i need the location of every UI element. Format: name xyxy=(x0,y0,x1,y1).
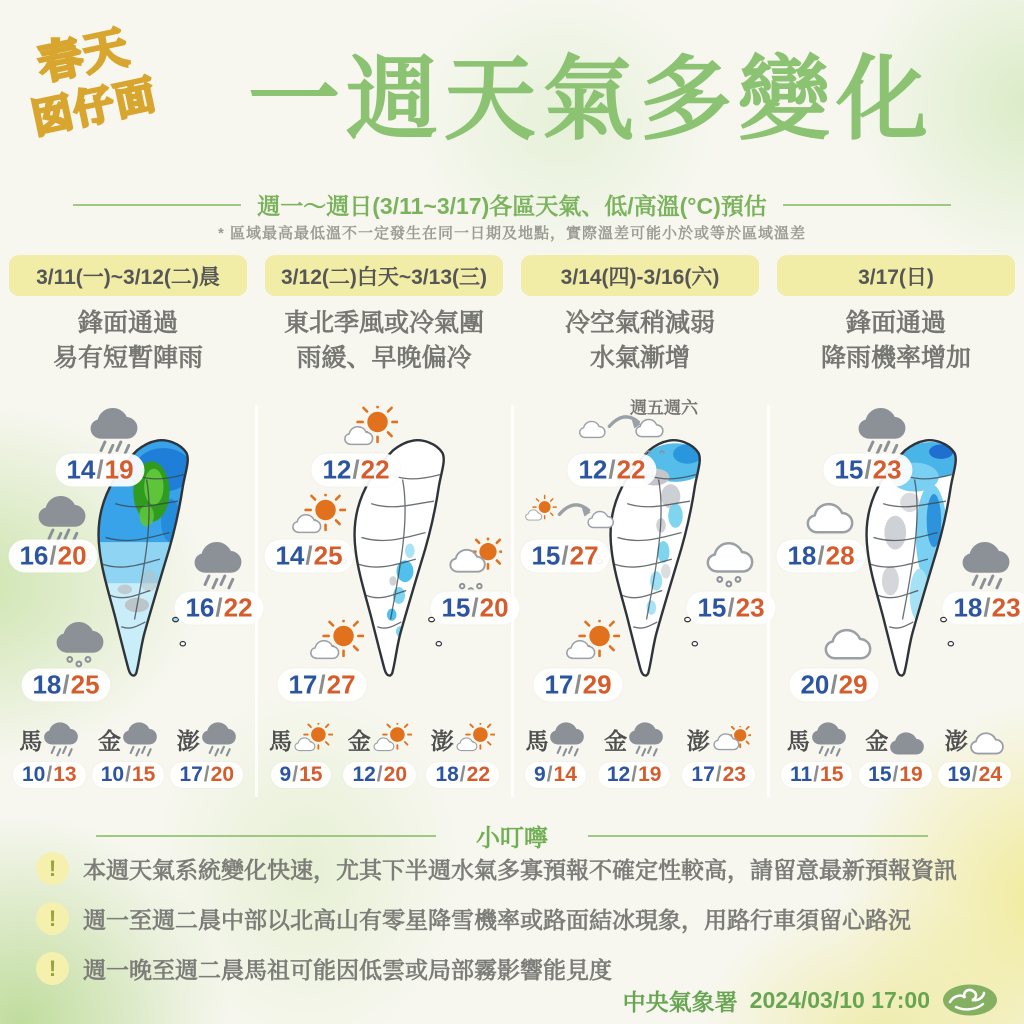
island-forecast xyxy=(682,718,755,806)
island-forecast xyxy=(598,718,671,806)
temp-high: 19 xyxy=(899,763,923,786)
cloud-sun-drizzle-icon xyxy=(446,538,502,595)
temp-high: 19 xyxy=(638,763,662,786)
island-temp-pill xyxy=(271,762,332,788)
rain-cloud-icon xyxy=(549,719,585,762)
region-temp-pill xyxy=(776,540,865,573)
temp-high: 15 xyxy=(820,763,844,786)
temp-high: 22 xyxy=(223,592,253,623)
temp-high: 19 xyxy=(104,454,134,485)
region-temp-pill xyxy=(789,669,878,702)
temp-slash: / xyxy=(203,763,210,786)
sun-cloud-icon xyxy=(293,723,333,762)
white-cloud-icon xyxy=(805,498,855,542)
temp-low: 10 xyxy=(100,763,125,786)
sun-cloud-icon xyxy=(455,723,495,762)
temp-low: 10 xyxy=(22,763,46,786)
description-line2: 降雨機率增加 xyxy=(820,344,971,372)
temp-slash: / xyxy=(817,540,825,571)
temp-high: 20 xyxy=(57,540,87,571)
region-temp-pill xyxy=(311,454,400,487)
temp-low: 15 xyxy=(697,592,727,623)
temp-low: 12 xyxy=(352,763,376,786)
sun-cloud-icon xyxy=(290,494,346,546)
region-temp-pill xyxy=(533,669,622,702)
temp-low: 16 xyxy=(185,592,215,623)
island-name: 澎 xyxy=(430,728,454,754)
temp-slash: / xyxy=(892,763,899,786)
column-description xyxy=(512,306,768,378)
island-top xyxy=(687,718,751,762)
temp-slash: / xyxy=(215,592,223,623)
temp-slash: / xyxy=(352,454,360,485)
spot-note: 週五週六 xyxy=(630,398,698,418)
island-temp-pill xyxy=(938,762,1011,788)
temp-low: 11 xyxy=(790,763,813,786)
island-name: 馬 xyxy=(525,728,549,754)
region-temp-pill xyxy=(430,592,519,625)
temp-high: 23 xyxy=(872,454,902,485)
exclamation-icon: ! xyxy=(36,952,69,985)
island-temp-pill xyxy=(92,762,165,788)
temp-slash: / xyxy=(983,592,991,623)
rain-cloud-icon xyxy=(628,719,664,762)
temp-high: 20 xyxy=(479,592,509,623)
region-temp-pill xyxy=(520,540,609,573)
island-name: 金 xyxy=(347,728,371,754)
temp-low: 14 xyxy=(66,454,96,485)
subtitle-row xyxy=(0,188,1024,221)
description-line2: 雨緩、早晚偏冷 xyxy=(296,344,472,372)
island-name: 金 xyxy=(98,728,121,754)
sun-cloud-icon xyxy=(342,406,398,458)
forecast-column xyxy=(768,255,1024,806)
islands-row xyxy=(0,718,256,806)
region-temp-pill xyxy=(942,592,1024,625)
temp-low: 9 xyxy=(279,763,292,786)
exclamation-icon: ! xyxy=(36,852,69,885)
column-header: 3/17(日) xyxy=(777,255,1015,296)
island-forecast xyxy=(13,718,86,806)
island-name: 金 xyxy=(865,728,889,754)
island-top xyxy=(19,718,79,762)
map-area xyxy=(256,398,512,718)
tips-list xyxy=(36,852,988,1002)
column-header: 3/11(一)~3/12(二)晨 xyxy=(9,255,247,296)
subtitle-note: * 區域最高最低溫不一定發生在同一日期及地點，實際溫差可能小於或等於區域溫差 xyxy=(217,225,806,242)
rain-cloud-icon xyxy=(961,537,1011,594)
temp-slash: / xyxy=(305,540,313,571)
temp-high: 22 xyxy=(616,454,646,485)
temp-slash: / xyxy=(813,763,820,786)
region-temp-pill xyxy=(264,540,353,573)
temp-low: 18 xyxy=(953,592,983,623)
temp-low: 15 xyxy=(834,454,864,485)
islands-row xyxy=(512,718,768,806)
white-cloud-icon xyxy=(969,729,1005,762)
island-top xyxy=(348,718,412,762)
island-forecast xyxy=(170,718,243,806)
island-forecast xyxy=(269,718,333,806)
season-badge xyxy=(16,16,161,145)
drizzle-cloud-icon xyxy=(55,617,105,674)
temp-slash: / xyxy=(574,669,582,700)
island-forecast xyxy=(859,718,932,806)
island-top xyxy=(604,718,664,762)
sun-cloud-icon xyxy=(372,723,412,762)
rain-cloud-icon xyxy=(43,719,79,762)
season-badge-line2: 囡仔面 xyxy=(28,72,161,143)
temp-high: 29 xyxy=(838,669,868,700)
temp-slash: / xyxy=(631,763,638,786)
rain-cloud-icon xyxy=(857,403,907,460)
temp-low: 15 xyxy=(441,592,471,623)
temp-high: 27 xyxy=(569,540,599,571)
footer xyxy=(623,982,998,1018)
subtitle-line-right xyxy=(783,204,951,206)
temp-slash: / xyxy=(561,540,569,571)
temp-high: 22 xyxy=(360,454,390,485)
tip-text: 本週天氣系統變化快速，尤其下半週水氣多寡預報不確定性較高，請留意最新預報資訊 xyxy=(83,857,957,883)
temp-low: 17 xyxy=(691,763,715,786)
tip-item xyxy=(36,852,988,885)
temp-slash: / xyxy=(715,763,722,786)
temp-slash: / xyxy=(830,669,838,700)
rain-cloud-icon xyxy=(201,719,237,762)
temp-slash: / xyxy=(864,454,872,485)
island-top xyxy=(431,718,495,762)
column-description xyxy=(0,306,256,378)
temp-high: 27 xyxy=(326,669,356,700)
island-name: 澎 xyxy=(176,728,200,754)
island-name: 馬 xyxy=(19,728,43,754)
temp-slash: / xyxy=(727,592,735,623)
temp-low: 18 xyxy=(32,669,62,700)
island-top xyxy=(865,718,925,762)
island-top xyxy=(945,718,1005,762)
region-temp-pill xyxy=(823,454,912,487)
tips-line-right xyxy=(588,835,928,837)
column-header: 3/12(二)白天~3/13(三) xyxy=(265,255,503,296)
island-temp-pill xyxy=(426,762,499,788)
island-top xyxy=(269,718,333,762)
temp-high: 25 xyxy=(313,540,343,571)
island-forecast xyxy=(525,718,586,806)
temp-high: 23 xyxy=(722,763,746,786)
description-line1: 鋒面通過 xyxy=(77,309,178,337)
temp-high: 29 xyxy=(582,669,612,700)
temp-slash: / xyxy=(125,763,131,786)
sun-cloud-icon xyxy=(564,620,620,672)
map-area xyxy=(512,398,768,718)
island-temp-pill xyxy=(859,762,932,788)
island-temp-pill xyxy=(13,762,86,788)
rain-cloud-icon xyxy=(122,719,158,762)
map-area xyxy=(0,398,256,718)
island-name: 澎 xyxy=(944,728,968,754)
temp-high: 20 xyxy=(210,763,234,786)
region-temp-pill xyxy=(567,454,656,487)
forecast-column xyxy=(256,255,512,806)
island-temp-pill xyxy=(343,762,416,788)
tip-item xyxy=(36,902,988,935)
island-name: 金 xyxy=(604,728,628,754)
tips-divider xyxy=(0,818,1024,853)
island-name: 澎 xyxy=(686,728,710,754)
temp-low: 18 xyxy=(787,540,817,571)
white-cloud-icon xyxy=(823,624,873,668)
island-name: 馬 xyxy=(786,728,810,754)
forecast-column xyxy=(0,255,256,806)
temp-high: 20 xyxy=(383,763,407,786)
temp-low: 15 xyxy=(868,763,892,786)
subtitle-line-left xyxy=(73,204,241,206)
temp-low: 20 xyxy=(800,669,830,700)
temp-low: 18 xyxy=(435,763,459,786)
region-temp-pill xyxy=(686,592,775,625)
temp-low: 16 xyxy=(19,540,49,571)
temp-low: 9 xyxy=(534,763,546,786)
temp-slash: / xyxy=(471,592,479,623)
temp-high: 14 xyxy=(553,763,577,786)
island-top xyxy=(787,718,847,762)
season-badge-line1: 春天 xyxy=(33,22,134,90)
temp-slash: / xyxy=(971,763,978,786)
description-line2: 易有短暫陣雨 xyxy=(52,344,203,372)
temp-low: 14 xyxy=(275,540,305,571)
island-top xyxy=(98,718,158,762)
islands-row xyxy=(768,718,1024,806)
sun-cloud-icon xyxy=(308,620,364,672)
tips-line-left xyxy=(96,835,436,837)
cwa-logo-icon xyxy=(942,982,998,1018)
tip-text: 週一至週二晨中部以北高山有零星降雪機率或路面結冰現象，用路行車須留心路況 xyxy=(83,907,911,933)
map-area xyxy=(768,398,1024,718)
island-temp-pill xyxy=(525,762,586,788)
temp-slash: / xyxy=(96,454,104,485)
region-temp-pill xyxy=(174,592,263,625)
page-title: 一週天氣多變化 xyxy=(247,49,934,151)
temp-low: 17 xyxy=(179,763,203,786)
description-line1: 東北季風或冷氣團 xyxy=(283,309,484,337)
cloud-sun-icon xyxy=(711,726,751,762)
temp-slash: / xyxy=(546,763,553,786)
island-top xyxy=(177,718,237,762)
rain-cloud-icon xyxy=(811,719,847,762)
temp-low: 12 xyxy=(322,454,352,485)
temp-high: 28 xyxy=(825,540,855,571)
agency-name: 中央氣象署 xyxy=(622,988,738,1015)
island-forecast xyxy=(426,718,499,806)
tips-title: 小叮嚀 xyxy=(476,825,548,852)
temp-slash: / xyxy=(608,454,616,485)
island-forecast xyxy=(343,718,416,806)
temp-slash: / xyxy=(292,763,299,786)
island-forecast xyxy=(938,718,1011,806)
temp-slash: / xyxy=(459,763,466,786)
island-temp-pill xyxy=(781,762,852,788)
temp-high: 24 xyxy=(978,763,1002,786)
island-temp-pill xyxy=(598,762,671,788)
tip-item xyxy=(36,952,988,985)
temp-slash: / xyxy=(49,540,57,571)
island-forecast xyxy=(781,718,852,806)
island-top xyxy=(525,718,585,762)
subtitle: 週一～週日(3/11~3/17)各區天氣、低/高溫(°C)預估 xyxy=(257,193,767,219)
temp-high: 22 xyxy=(466,763,490,786)
temp-low: 17 xyxy=(544,669,574,700)
temp-slash: / xyxy=(376,763,383,786)
forecast-column xyxy=(512,255,768,806)
region-temp-pill xyxy=(277,669,366,702)
island-temp-pill xyxy=(170,762,243,788)
column-description xyxy=(256,306,512,378)
island-name: 馬 xyxy=(269,728,292,754)
publish-datetime: 2024/03/10 17:00 xyxy=(749,986,930,1013)
temp-slash: / xyxy=(62,669,70,700)
description-line2: 水氣漸增 xyxy=(589,344,690,372)
islands-row xyxy=(256,718,512,806)
region-temp-pill xyxy=(55,454,144,487)
temp-low: 12 xyxy=(578,454,608,485)
temp-high: 13 xyxy=(53,763,77,786)
region-temp-pill xyxy=(21,669,110,702)
temp-slash: / xyxy=(46,763,53,786)
description-line1: 鋒面通過 xyxy=(845,309,946,337)
temp-low: 19 xyxy=(947,763,971,786)
column-divider xyxy=(767,405,770,797)
exclamation-icon: ! xyxy=(36,902,69,935)
temp-low: 12 xyxy=(606,763,631,786)
island-forecast xyxy=(92,718,165,806)
column-description xyxy=(768,306,1024,378)
region-temp-pill xyxy=(8,540,97,573)
temp-high: 23 xyxy=(735,592,765,623)
temp-high: 15 xyxy=(131,763,156,786)
column-divider xyxy=(255,405,258,797)
gray-cloud-icon xyxy=(889,729,925,762)
cloud-drizzle-icon xyxy=(705,537,755,594)
rain-cloud-icon xyxy=(193,537,243,594)
temp-low: 15 xyxy=(531,540,561,571)
temp-low: 17 xyxy=(288,669,318,700)
temp-high: 23 xyxy=(991,592,1021,623)
temp-high: 15 xyxy=(299,763,323,786)
temp-slash: / xyxy=(318,669,326,700)
rain-cloud-icon xyxy=(89,403,139,460)
column-header: 3/14(四)-3/16(六) xyxy=(521,255,759,296)
tip-text: 週一晚至週二晨馬祖可能因低雲或局部霧影響能見度 xyxy=(83,957,612,983)
column-divider xyxy=(511,405,514,797)
island-temp-pill xyxy=(682,762,755,788)
description-line1: 冷空氣稍減弱 xyxy=(564,309,715,337)
temp-high: 25 xyxy=(70,669,100,700)
